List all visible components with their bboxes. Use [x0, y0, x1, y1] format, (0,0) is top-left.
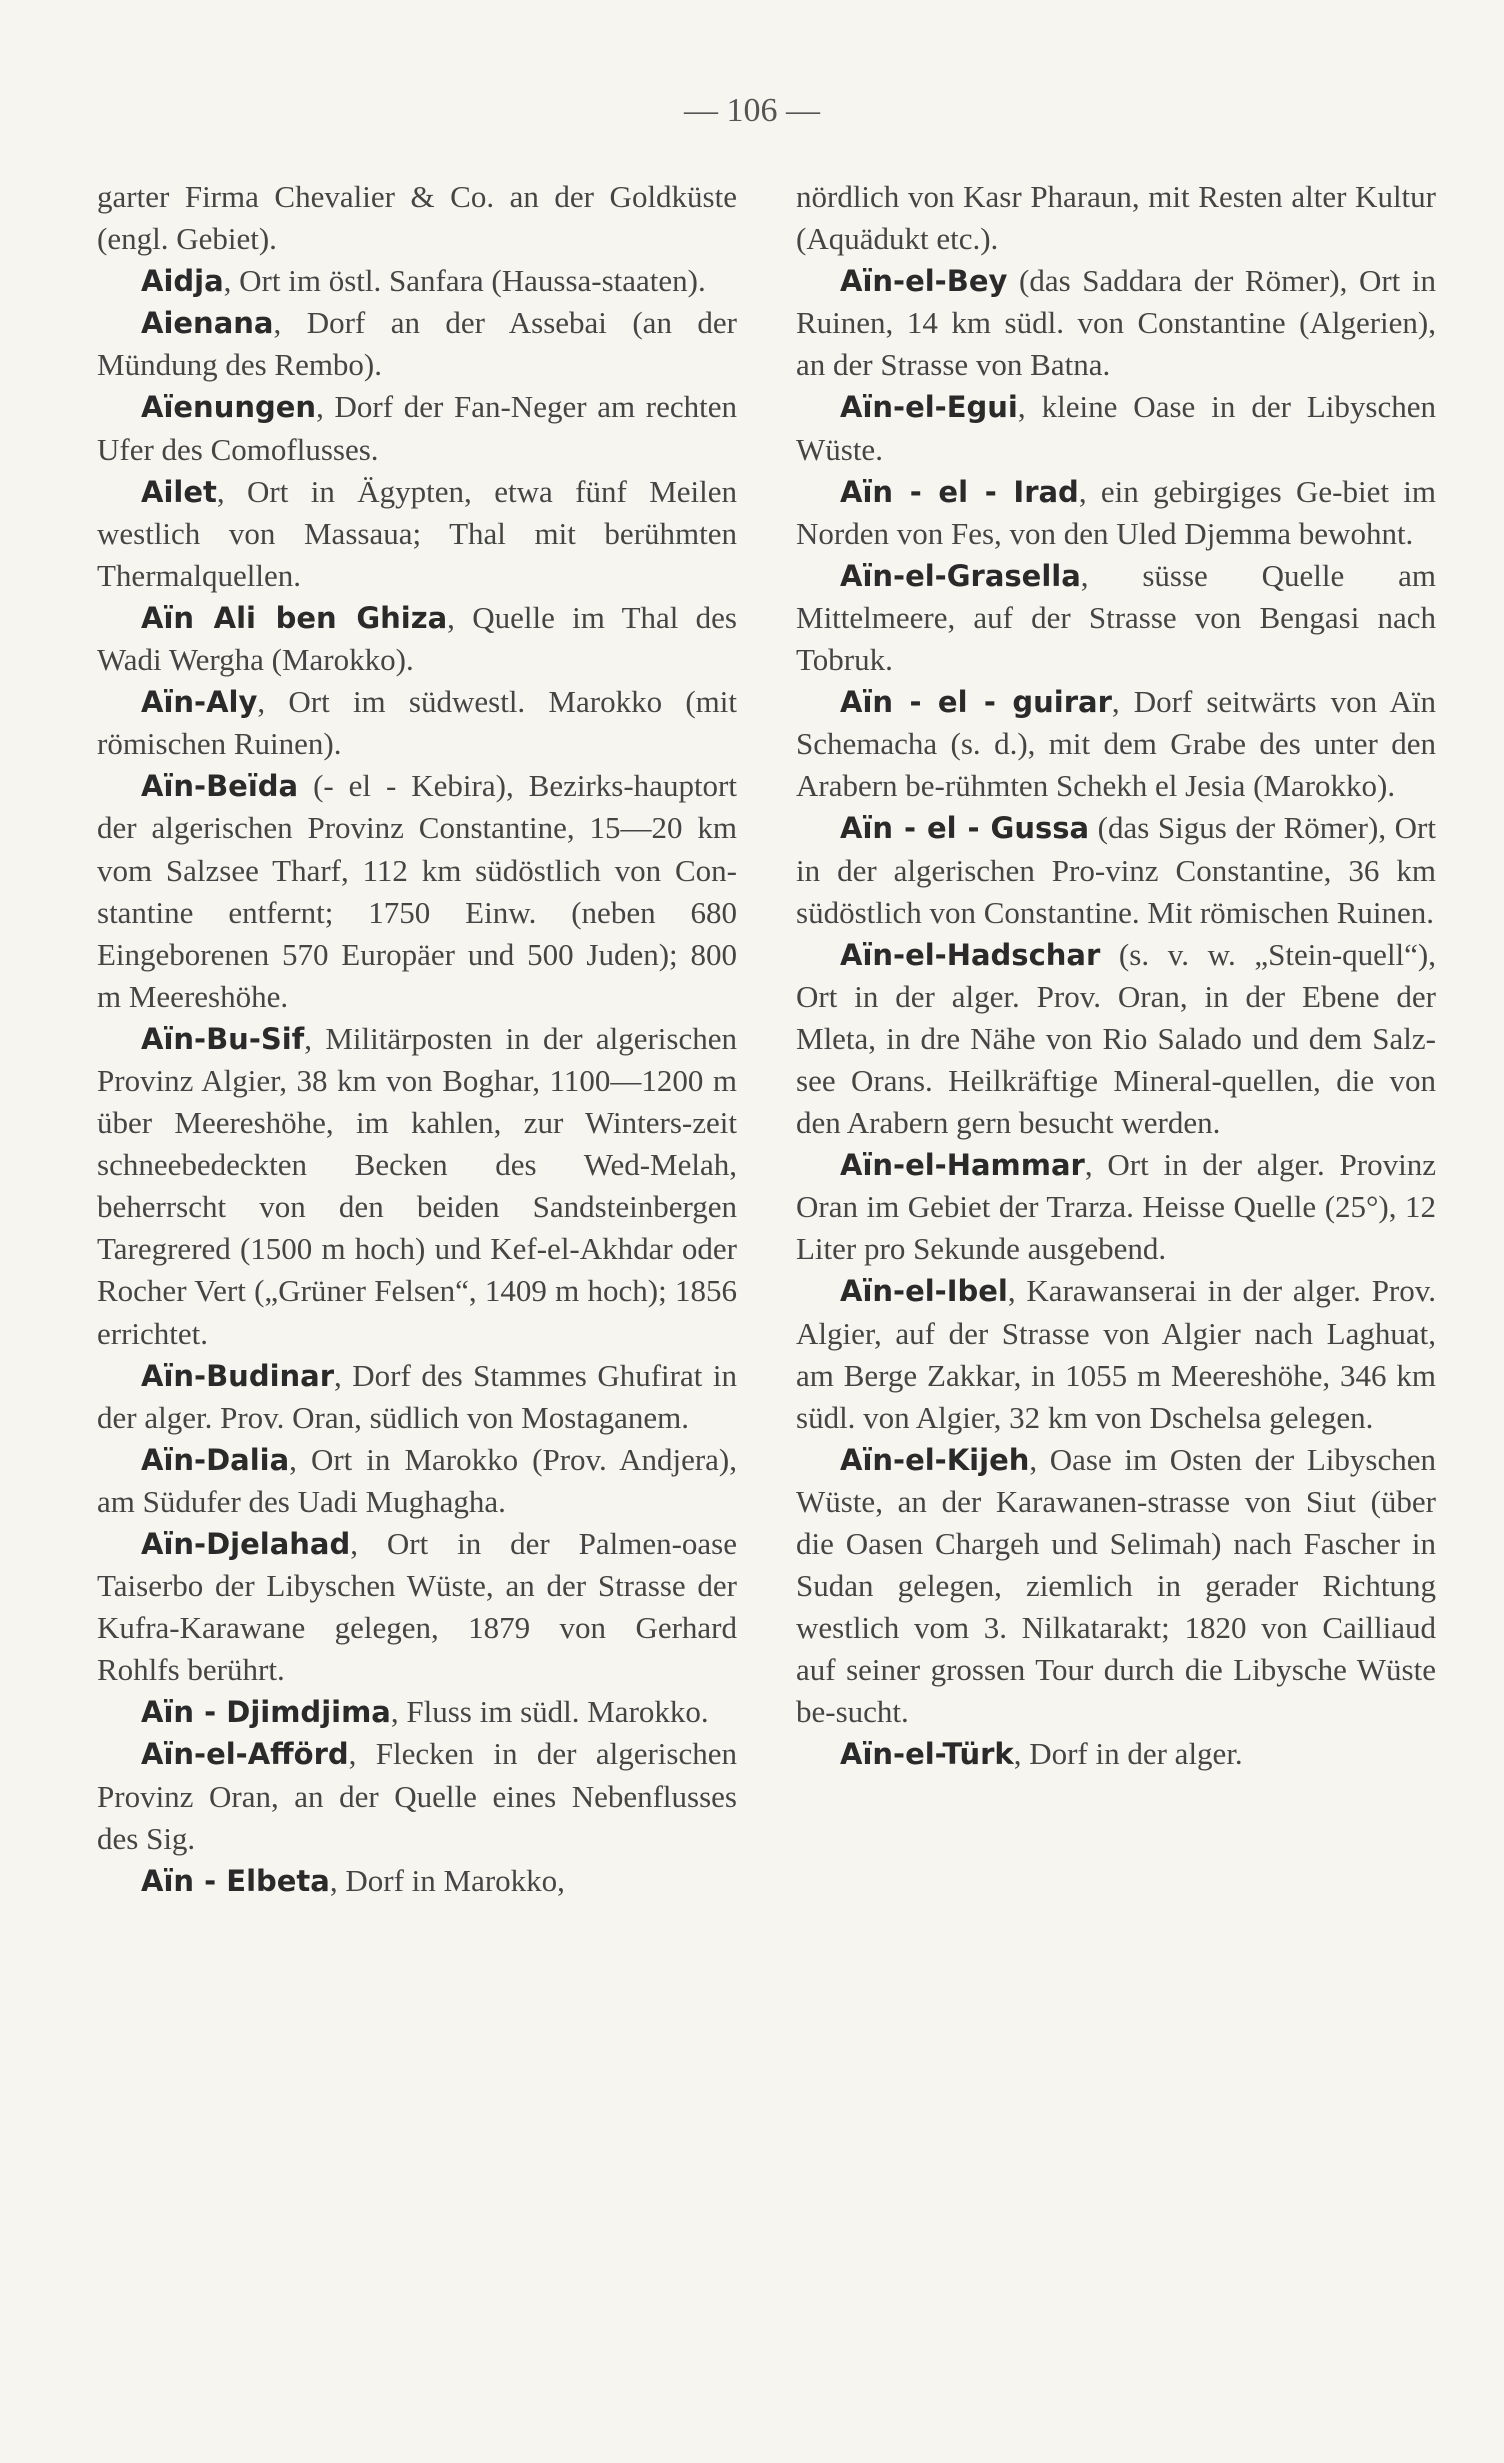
left-column	[97, 176, 737, 1902]
entry-text: , Dorf in Marokko,	[329, 1862, 565, 1898]
dictionary-entry	[97, 260, 737, 302]
dictionary-entry	[97, 1691, 737, 1733]
dictionary-entry	[97, 1439, 737, 1523]
entry-text: , Dorf in der alger.	[1013, 1736, 1243, 1772]
entry-text: , Dorf des Stammes Ghufirat in der alger. Prov. Oran, südlich von Mostaganem.	[97, 1357, 737, 1435]
dictionary-entry	[796, 555, 1436, 681]
entry-text: nördlich von Kasr Pharaun, mit Resten alter Kultur (Aquädukt etc.).	[796, 179, 1436, 257]
dictionary-entry	[97, 681, 737, 765]
entry-headword: Aidja	[141, 264, 224, 299]
dictionary-entry	[97, 1860, 737, 1902]
entry-headword: Aïn-Dalia	[141, 1442, 290, 1477]
dictionary-entry	[97, 1523, 737, 1691]
entry-text: , Ort in der Palmen-oase Taiserbo der Libyschen Wüste, an der Strasse der Kufra-Karawane gelegen, 1879 von Gerhard Rohlfs berührt.	[97, 1526, 737, 1688]
entry-text: , Ort im südwestl. Marokko (mit römischen Ruinen).	[97, 684, 737, 762]
dictionary-entry	[796, 471, 1436, 555]
entry-text: , Dorf seitwärts von Aïn Schemacha (s. d.), mit dem Grabe des unter den Arabern be-rühmten Schekh el Jesia (Marokko).	[796, 684, 1436, 804]
entry-headword: Aïn-Budinar	[141, 1358, 335, 1393]
entry-headword: Aïn - el - Irad	[840, 474, 1079, 509]
dictionary-entry	[796, 176, 1436, 260]
page-number: — 106 —	[684, 92, 820, 129]
entry-headword: Aïn - el - guirar	[840, 685, 1112, 720]
entry-headword: Aïn-Djelahad	[141, 1527, 351, 1561]
dictionary-entry	[97, 765, 737, 1018]
dictionary-entry	[796, 1439, 1436, 1734]
entry-text: , Dorf der Fan-Neger am rechten Ufer des Comoflusses.	[97, 389, 737, 467]
entry-text: (s. v. w. „Stein-quell“), Ort in der alger. Prov. Oran, in der Ebene der Mleta, in dre Nähe von Rio Salado und dem Salz-see Orans. Heilkräftige Mineral-quellen, die von den Arabern gern besucht werden.	[796, 936, 1436, 1141]
entry-text: , kleine Oase in der Libyschen Wüste.	[796, 389, 1436, 467]
dictionary-entry	[97, 1733, 737, 1859]
entry-text: (das Saddara der Römer), Ort in Ruinen, 14 km südl. von Constantine (Algerien), an der Strasse von Batna.	[796, 263, 1436, 383]
entry-text: (- el - Kebira), Bezirks-hauptort der algerischen Provinz Constantine, 15—20 km vom Salzsee Tharf, 112 km südöstlich von Con-stantine entfernt; 1750 Einw. (neben 680 Eingeborenen 570 Europäer und 500 Juden); 800 m Meereshöhe.	[97, 768, 737, 1014]
entry-headword: Aïn-el-Hammar	[840, 1148, 1085, 1183]
entry-headword: Aïn-el-Grasella	[840, 558, 1081, 593]
entry-text: , Ort in Ägypten, etwa fünf Meilen westlich von Massaua; Thal mit berühmten Thermalquellen.	[97, 473, 737, 593]
dictionary-entry	[97, 176, 737, 260]
entry-text: , Ort in Marokko (Prov. Andjera), am Südufer des Uadi Mughagha.	[97, 1441, 737, 1519]
entry-headword: Aïn-Aly	[141, 685, 258, 720]
dictionary-entry	[97, 1355, 737, 1439]
dictionary-entry	[97, 597, 737, 681]
entry-text: garter Firma Chevalier & Co. an der Goldküste (engl. Gebiet).	[97, 179, 737, 257]
entry-headword: Aïn-el-Hadschar	[840, 937, 1101, 972]
entry-text: , Ort im östl. Sanfara (Haussa-staaten).	[223, 263, 706, 299]
entry-headword: Aïn-Beïda	[141, 769, 299, 804]
dictionary-entry	[796, 934, 1436, 1144]
entry-headword: Aïn Ali ben Ghiza	[141, 600, 448, 635]
dictionary-entry	[97, 1018, 737, 1355]
dictionary-entry	[97, 471, 737, 597]
entry-text: , Militärposten in der algerischen Provinz Algier, 38 km von Boghar, 1100—1200 m über Meereshöhe, im kahlen, zur Winters-zeit schneebedeckten Becken des Wed-Melah, beherrscht von den beiden Sandsteinbergen Taregrered (1500 m hoch) und Kef-el-Akhdar oder Rocher Vert („Grüner Felsen“, 1409 m hoch); 1856 errichtet.	[97, 1020, 737, 1351]
entry-text: , Flecken in der algerischen Provinz Oran, an der Quelle eines Nebenflusses des Sig.	[97, 1736, 737, 1856]
entry-text: , Oase im Osten der Libyschen Wüste, an der Karawanen-strasse von Siut (über die Oasen Chargeh und Selimah) nach Fascher in Sudan gelegen, ziemlich in gerader Richtung westlich vom 3. Nilkatarakt; 1820 von Cailliaud auf seiner grossen Tour durch die Libysche Wüste be-sucht.	[796, 1441, 1436, 1730]
entry-text: , Karawanserai in der alger. Prov. Algier, auf der Strasse von Algier nach Laghuat, am Berge Zakkar, in 1055 m Meereshöhe, 346 km südl. von Algier, 32 km von Dschelsa gelegen.	[796, 1273, 1436, 1435]
entry-headword: Ailet	[141, 474, 217, 509]
dictionary-entry	[97, 302, 737, 386]
dictionary-entry	[796, 386, 1436, 470]
entry-headword: Aïn-el-Kijeh	[840, 1442, 1030, 1477]
dictionary-entry	[796, 807, 1436, 933]
dictionary-entry	[796, 1733, 1436, 1775]
right-column	[796, 176, 1436, 1776]
entry-headword: Aïn-el-Afförd	[141, 1737, 349, 1772]
entry-text: , süsse Quelle am Mittelmeere, auf der Strasse von Bengasi nach Tobruk.	[796, 557, 1436, 678]
entry-headword: Aïn-el-Egui	[840, 390, 1018, 425]
entry-text: , ein gebirgiges Ge-biet im Norden von Fes, von den Uled Djemma bewohnt.	[796, 473, 1437, 551]
entry-headword: Aienana	[141, 306, 274, 341]
dictionary-entry	[796, 681, 1436, 807]
entry-text: , Fluss im südl. Marokko.	[390, 1694, 709, 1730]
entry-headword: Aïn-el-Ibel	[840, 1274, 1008, 1309]
entry-headword: Aïenungen	[141, 390, 317, 425]
entry-text: , Dorf an der Assebai (an der Mündung des Rembo).	[97, 305, 737, 383]
dictionary-entry	[796, 260, 1436, 386]
entry-text: , Quelle im Thal des Wadi Wergha (Marokko).	[97, 599, 737, 678]
entry-headword: Aïn-el-Bey	[840, 264, 1008, 299]
dictionary-entry	[796, 1144, 1436, 1270]
entry-headword: Aïn-Bu-Sif	[141, 1021, 305, 1056]
dictionary-entry	[97, 386, 737, 470]
entry-text: , Ort in der alger. Provinz Oran im Gebiet der Trarza. Heisse Quelle (25°), 12 Liter pro Sekunde ausgebend.	[796, 1147, 1436, 1267]
entry-headword: Aïn-el-Türk	[840, 1737, 1014, 1772]
dictionary-entry	[796, 1270, 1436, 1438]
entry-headword: Aïn - el - Gussa	[840, 811, 1090, 846]
entry-headword: Aïn - Djimdjima	[141, 1695, 391, 1730]
entry-headword: Aïn - Elbeta	[141, 1863, 330, 1898]
entry-text: (das Sigus der Römer), Ort in der algerischen Pro-vinz Constantine, 36 km südöstlich von Constantine. Mit römischen Ruinen.	[796, 810, 1436, 930]
